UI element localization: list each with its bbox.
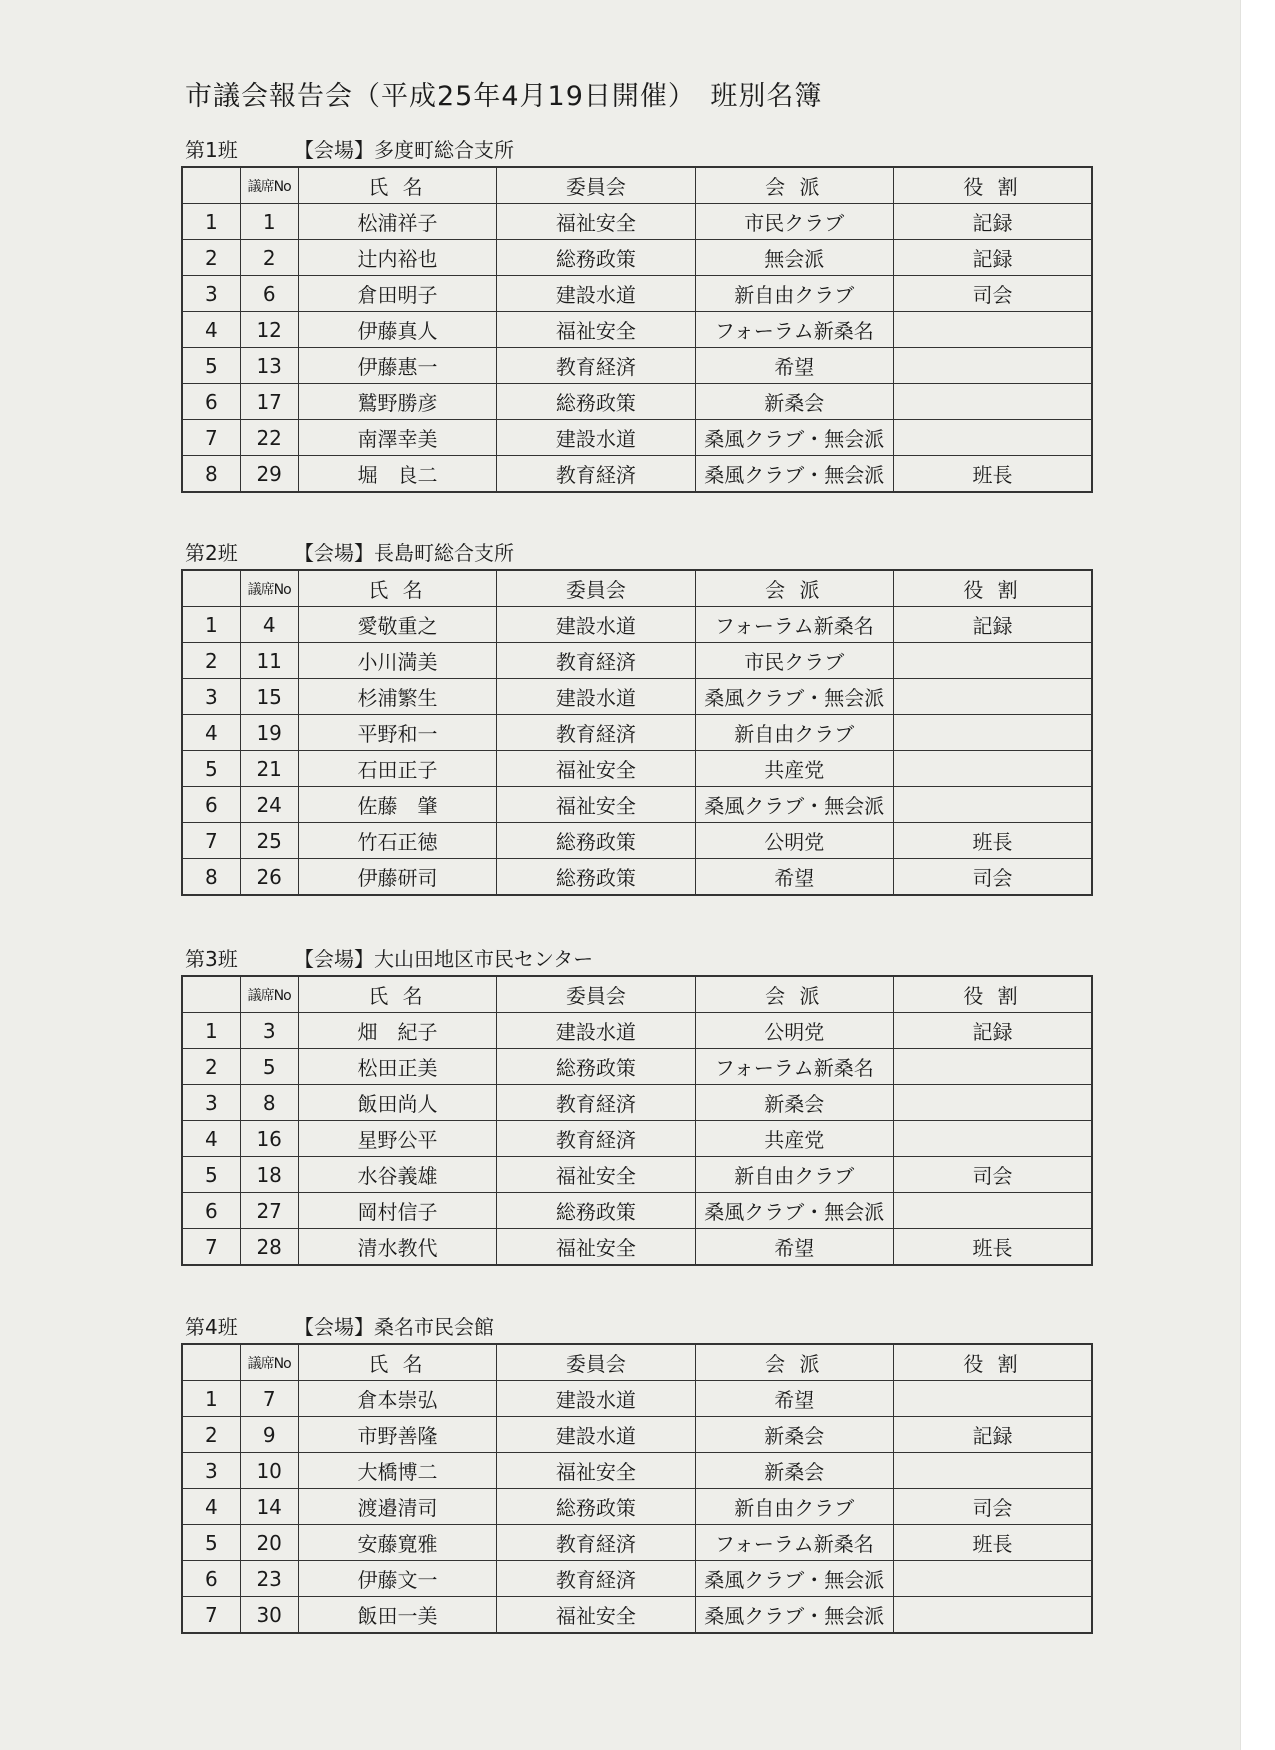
cell-faction: 新自由クラブ	[695, 276, 893, 312]
cell-name: 鷲野勝彦	[298, 384, 496, 420]
cell-committee: 建設水道	[497, 607, 695, 643]
group-name: 第4班	[185, 1314, 238, 1339]
cell-no: 7	[182, 1229, 240, 1266]
cell-committee: 福祉安全	[497, 787, 695, 823]
group-header	[181, 130, 1093, 166]
table-row	[182, 1229, 1092, 1266]
cell-name: 辻内裕也	[298, 240, 496, 276]
column-header-name: 氏 名	[298, 570, 496, 607]
cell-faction: 希望	[695, 1229, 893, 1266]
group-4	[181, 1307, 1093, 1634]
cell-faction: 桑風クラブ・無会派	[695, 679, 893, 715]
column-header-committee: 委員会	[497, 976, 695, 1013]
table-row	[182, 1049, 1092, 1085]
table-row	[182, 1597, 1092, 1634]
cell-role: 班長	[894, 1525, 1092, 1561]
cell-seat: 4	[240, 607, 298, 643]
table-row	[182, 607, 1092, 643]
cell-faction: フォーラム新桑名	[695, 1525, 893, 1561]
cell-name: 水谷義雄	[298, 1157, 496, 1193]
table-row	[182, 240, 1092, 276]
cell-no: 4	[182, 1121, 240, 1157]
column-header-faction: 会 派	[695, 976, 893, 1013]
cell-faction: 桑風クラブ・無会派	[695, 456, 893, 493]
cell-seat: 27	[240, 1193, 298, 1229]
cell-no: 1	[182, 204, 240, 240]
table-row	[182, 715, 1092, 751]
cell-role	[894, 420, 1092, 456]
column-header-index	[182, 570, 240, 607]
cell-seat: 17	[240, 384, 298, 420]
cell-no: 6	[182, 1561, 240, 1597]
cell-role: 司会	[894, 1157, 1092, 1193]
cell-faction: 新自由クラブ	[695, 1489, 893, 1525]
cell-seat: 10	[240, 1453, 298, 1489]
column-header-committee: 委員会	[497, 1344, 695, 1381]
cell-name: 星野公平	[298, 1121, 496, 1157]
cell-seat: 28	[240, 1229, 298, 1266]
cell-committee: 教育経済	[497, 456, 695, 493]
cell-faction: 希望	[695, 348, 893, 384]
group-header	[181, 533, 1093, 569]
column-header-index	[182, 1344, 240, 1381]
group-name: 第1班	[185, 137, 238, 162]
cell-name: 渡邉清司	[298, 1489, 496, 1525]
cell-name: 倉本崇弘	[298, 1381, 496, 1417]
cell-name: 佐藤 肇	[298, 787, 496, 823]
cell-seat: 20	[240, 1525, 298, 1561]
group-1	[181, 130, 1093, 493]
column-header-seat: 議席No	[240, 570, 298, 607]
cell-name: 安藤寛雅	[298, 1525, 496, 1561]
group-venue: 【会場】大山田地区市民センター	[294, 946, 594, 971]
cell-name: 伊藤研司	[298, 859, 496, 896]
cell-seat: 21	[240, 751, 298, 787]
cell-seat: 9	[240, 1417, 298, 1453]
cell-committee: 総務政策	[497, 1193, 695, 1229]
cell-no: 5	[182, 1157, 240, 1193]
column-header-name: 氏 名	[298, 167, 496, 204]
roster-table	[181, 166, 1093, 493]
cell-name: 竹石正徳	[298, 823, 496, 859]
document-title: 市議会報告会（平成25年4月19日開催） 班別名簿	[185, 81, 823, 112]
cell-faction: 希望	[695, 1381, 893, 1417]
cell-faction: 新自由クラブ	[695, 715, 893, 751]
table-row	[182, 1417, 1092, 1453]
cell-name: 畑 紀子	[298, 1013, 496, 1049]
table-header-row	[182, 167, 1092, 204]
cell-no: 2	[182, 643, 240, 679]
cell-name: 岡村信子	[298, 1193, 496, 1229]
cell-role: 記録	[894, 240, 1092, 276]
cell-faction: 公明党	[695, 1013, 893, 1049]
group-venue: 【会場】桑名市民会館	[294, 1314, 494, 1339]
cell-seat: 5	[240, 1049, 298, 1085]
group-name: 第2班	[185, 540, 238, 565]
table-row	[182, 643, 1092, 679]
table-row	[182, 1085, 1092, 1121]
cell-no: 8	[182, 456, 240, 493]
column-header-seat: 議席No	[240, 167, 298, 204]
column-header-seat: 議席No	[240, 976, 298, 1013]
cell-seat: 1	[240, 204, 298, 240]
cell-no: 3	[182, 276, 240, 312]
cell-name: 伊藤文一	[298, 1561, 496, 1597]
cell-role	[894, 1193, 1092, 1229]
cell-role: 班長	[894, 456, 1092, 493]
cell-committee: 建設水道	[497, 679, 695, 715]
cell-role	[894, 312, 1092, 348]
cell-role	[894, 384, 1092, 420]
cell-faction: 桑風クラブ・無会派	[695, 1193, 893, 1229]
cell-faction: 共産党	[695, 1121, 893, 1157]
cell-committee: 教育経済	[497, 1085, 695, 1121]
cell-role	[894, 787, 1092, 823]
cell-no: 6	[182, 1193, 240, 1229]
cell-faction: フォーラム新桑名	[695, 1049, 893, 1085]
cell-seat: 29	[240, 456, 298, 493]
cell-seat: 26	[240, 859, 298, 896]
cell-committee: 福祉安全	[497, 1597, 695, 1634]
cell-name: 平野和一	[298, 715, 496, 751]
cell-role: 班長	[894, 823, 1092, 859]
table-header-row	[182, 570, 1092, 607]
cell-name: 松田正美	[298, 1049, 496, 1085]
cell-name: 倉田明子	[298, 276, 496, 312]
cell-committee: 教育経済	[497, 1561, 695, 1597]
cell-seat: 30	[240, 1597, 298, 1634]
cell-name: 飯田尚人	[298, 1085, 496, 1121]
table-row	[182, 456, 1092, 493]
cell-role	[894, 643, 1092, 679]
cell-faction: 新桑会	[695, 1453, 893, 1489]
cell-committee: 建設水道	[497, 420, 695, 456]
cell-role: 記録	[894, 607, 1092, 643]
cell-committee: 教育経済	[497, 1525, 695, 1561]
cell-faction: フォーラム新桑名	[695, 312, 893, 348]
cell-faction: 桑風クラブ・無会派	[695, 420, 893, 456]
cell-seat: 8	[240, 1085, 298, 1121]
cell-committee: 建設水道	[497, 276, 695, 312]
cell-committee: 福祉安全	[497, 312, 695, 348]
cell-name: 大橋博二	[298, 1453, 496, 1489]
table-row	[182, 420, 1092, 456]
table-row	[182, 1525, 1092, 1561]
roster-table	[181, 569, 1093, 896]
cell-role	[894, 1381, 1092, 1417]
cell-name: 松浦祥子	[298, 204, 496, 240]
roster-table	[181, 1343, 1093, 1634]
cell-role: 記録	[894, 204, 1092, 240]
cell-seat: 11	[240, 643, 298, 679]
cell-faction: 新自由クラブ	[695, 1157, 893, 1193]
cell-seat: 19	[240, 715, 298, 751]
cell-faction: 新桑会	[695, 1417, 893, 1453]
group-3	[181, 939, 1093, 1266]
table-row	[182, 1489, 1092, 1525]
cell-seat: 3	[240, 1013, 298, 1049]
cell-name: 伊藤惠一	[298, 348, 496, 384]
cell-no: 5	[182, 751, 240, 787]
cell-role	[894, 1121, 1092, 1157]
cell-no: 6	[182, 787, 240, 823]
cell-committee: 教育経済	[497, 643, 695, 679]
cell-no: 4	[182, 1489, 240, 1525]
cell-committee: 総務政策	[497, 823, 695, 859]
cell-no: 8	[182, 859, 240, 896]
group-name: 第3班	[185, 946, 238, 971]
cell-role	[894, 679, 1092, 715]
column-header-faction: 会 派	[695, 167, 893, 204]
column-header-committee: 委員会	[497, 167, 695, 204]
cell-seat: 23	[240, 1561, 298, 1597]
cell-name: 飯田一美	[298, 1597, 496, 1634]
group-header	[181, 1307, 1093, 1343]
cell-faction: 市民クラブ	[695, 204, 893, 240]
cell-faction: 新桑会	[695, 384, 893, 420]
column-header-role: 役 割	[894, 167, 1092, 204]
table-row	[182, 1013, 1092, 1049]
cell-name: 石田正子	[298, 751, 496, 787]
group-venue: 【会場】長島町総合支所	[294, 540, 514, 565]
cell-role	[894, 1453, 1092, 1489]
cell-name: 堀 良二	[298, 456, 496, 493]
cell-name: 清水教代	[298, 1229, 496, 1266]
column-header-index	[182, 976, 240, 1013]
cell-committee: 総務政策	[497, 240, 695, 276]
cell-faction: 希望	[695, 859, 893, 896]
cell-name: 愛敬重之	[298, 607, 496, 643]
table-row	[182, 787, 1092, 823]
cell-role	[894, 1085, 1092, 1121]
table-row	[182, 348, 1092, 384]
column-header-faction: 会 派	[695, 1344, 893, 1381]
table-row	[182, 751, 1092, 787]
cell-no: 7	[182, 1597, 240, 1634]
table-row	[182, 823, 1092, 859]
table-row	[182, 1193, 1092, 1229]
cell-seat: 7	[240, 1381, 298, 1417]
cell-committee: 総務政策	[497, 859, 695, 896]
cell-seat: 12	[240, 312, 298, 348]
table-row	[182, 1561, 1092, 1597]
cell-committee: 福祉安全	[497, 1157, 695, 1193]
group-venue: 【会場】多度町総合支所	[294, 137, 514, 162]
cell-no: 7	[182, 823, 240, 859]
cell-no: 1	[182, 1013, 240, 1049]
cell-no: 1	[182, 607, 240, 643]
cell-no: 4	[182, 312, 240, 348]
cell-no: 7	[182, 420, 240, 456]
cell-committee: 教育経済	[497, 348, 695, 384]
cell-committee: 福祉安全	[497, 204, 695, 240]
cell-name: 杉浦繁生	[298, 679, 496, 715]
cell-role: 司会	[894, 859, 1092, 896]
table-row	[182, 679, 1092, 715]
cell-name: 小川満美	[298, 643, 496, 679]
cell-name: 市野善隆	[298, 1417, 496, 1453]
table-row	[182, 204, 1092, 240]
cell-role: 記録	[894, 1013, 1092, 1049]
cell-committee: 福祉安全	[497, 751, 695, 787]
cell-role	[894, 1561, 1092, 1597]
cell-name: 伊藤真人	[298, 312, 496, 348]
group-header	[181, 939, 1093, 975]
cell-no: 2	[182, 240, 240, 276]
cell-faction: 無会派	[695, 240, 893, 276]
table-row	[182, 859, 1092, 896]
cell-faction: フォーラム新桑名	[695, 607, 893, 643]
cell-faction: 公明党	[695, 823, 893, 859]
cell-no: 3	[182, 1453, 240, 1489]
column-header-committee: 委員会	[497, 570, 695, 607]
cell-no: 6	[182, 384, 240, 420]
cell-role: 司会	[894, 276, 1092, 312]
cell-seat: 6	[240, 276, 298, 312]
cell-no: 3	[182, 1085, 240, 1121]
cell-no: 3	[182, 679, 240, 715]
cell-committee: 建設水道	[497, 1013, 695, 1049]
column-header-name: 氏 名	[298, 976, 496, 1013]
table-header-row	[182, 976, 1092, 1013]
cell-role	[894, 751, 1092, 787]
column-header-role: 役 割	[894, 1344, 1092, 1381]
cell-role	[894, 715, 1092, 751]
cell-faction: 桑風クラブ・無会派	[695, 1561, 893, 1597]
cell-role: 班長	[894, 1229, 1092, 1266]
cell-committee: 総務政策	[497, 1049, 695, 1085]
column-header-faction: 会 派	[695, 570, 893, 607]
cell-no: 2	[182, 1417, 240, 1453]
roster-table	[181, 975, 1093, 1266]
cell-committee: 福祉安全	[497, 1229, 695, 1266]
cell-committee: 福祉安全	[497, 1453, 695, 1489]
cell-committee: 建設水道	[497, 1417, 695, 1453]
cell-seat: 22	[240, 420, 298, 456]
column-header-role: 役 割	[894, 976, 1092, 1013]
cell-no: 5	[182, 348, 240, 384]
cell-faction: 桑風クラブ・無会派	[695, 1597, 893, 1634]
column-header-name: 氏 名	[298, 1344, 496, 1381]
group-2	[181, 533, 1093, 896]
column-header-index	[182, 167, 240, 204]
cell-seat: 14	[240, 1489, 298, 1525]
cell-seat: 2	[240, 240, 298, 276]
cell-seat: 25	[240, 823, 298, 859]
cell-role	[894, 348, 1092, 384]
table-row	[182, 312, 1092, 348]
cell-seat: 24	[240, 787, 298, 823]
cell-committee: 教育経済	[497, 715, 695, 751]
cell-committee: 教育経済	[497, 1121, 695, 1157]
cell-faction: 新桑会	[695, 1085, 893, 1121]
table-header-row	[182, 1344, 1092, 1381]
cell-faction: 共産党	[695, 751, 893, 787]
cell-faction: 桑風クラブ・無会派	[695, 787, 893, 823]
column-header-seat: 議席No	[240, 1344, 298, 1381]
table-row	[182, 1121, 1092, 1157]
cell-seat: 16	[240, 1121, 298, 1157]
cell-role	[894, 1049, 1092, 1085]
cell-committee: 総務政策	[497, 384, 695, 420]
cell-role: 司会	[894, 1489, 1092, 1525]
table-row	[182, 1453, 1092, 1489]
cell-no: 1	[182, 1381, 240, 1417]
table-row	[182, 1381, 1092, 1417]
cell-faction: 市民クラブ	[695, 643, 893, 679]
cell-name: 南澤幸美	[298, 420, 496, 456]
cell-seat: 15	[240, 679, 298, 715]
cell-role: 記録	[894, 1417, 1092, 1453]
column-header-role: 役 割	[894, 570, 1092, 607]
cell-committee: 総務政策	[497, 1489, 695, 1525]
table-row	[182, 276, 1092, 312]
table-row	[182, 384, 1092, 420]
cell-no: 5	[182, 1525, 240, 1561]
table-row	[182, 1157, 1092, 1193]
cell-role	[894, 1597, 1092, 1634]
cell-seat: 18	[240, 1157, 298, 1193]
cell-no: 2	[182, 1049, 240, 1085]
cell-seat: 13	[240, 348, 298, 384]
cell-no: 4	[182, 715, 240, 751]
cell-committee: 建設水道	[497, 1381, 695, 1417]
